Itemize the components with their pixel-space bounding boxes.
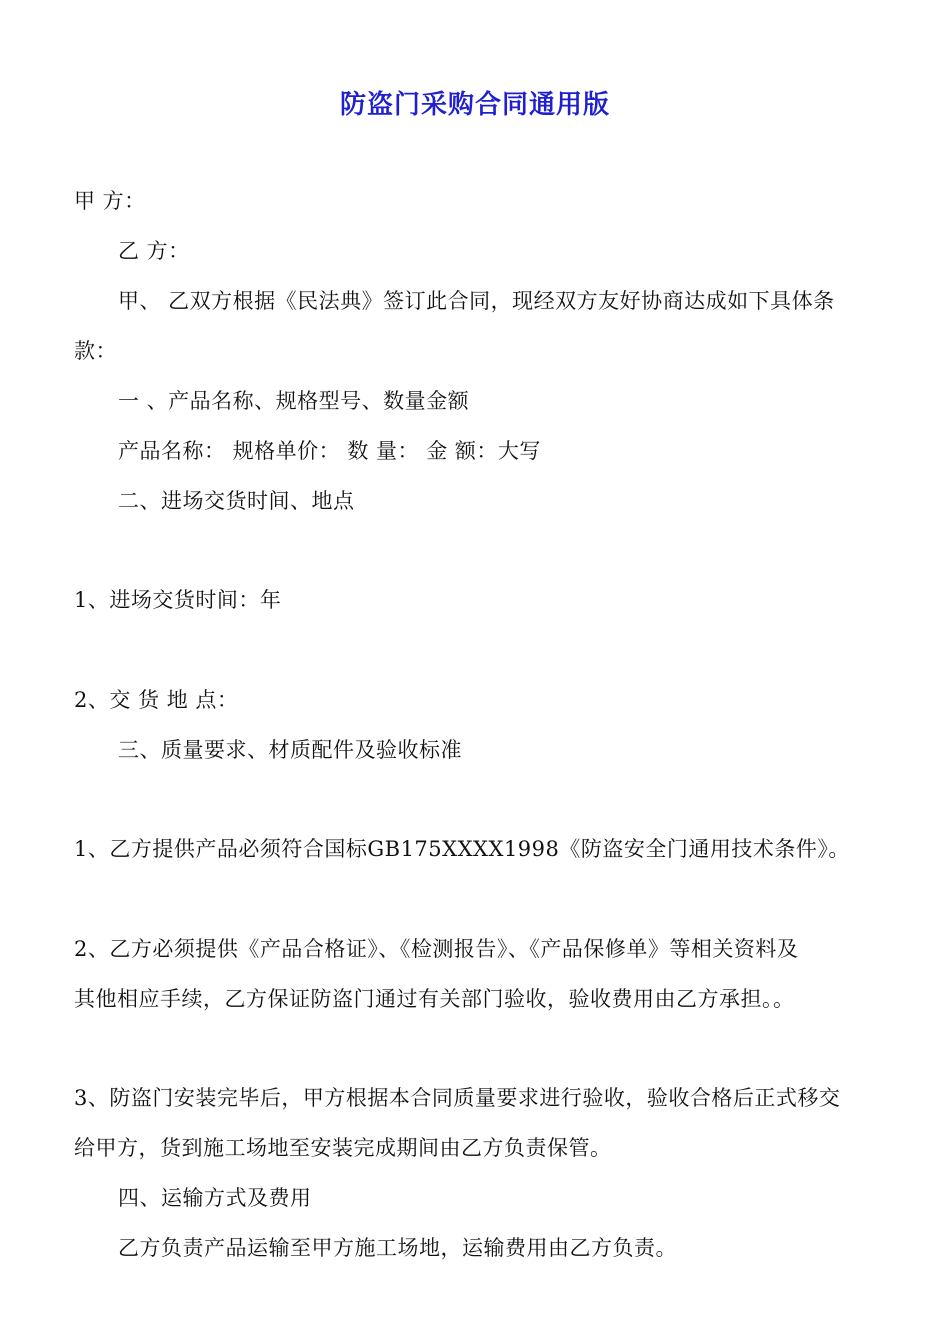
section3-item2-line2: 其他相应手续，乙方保证防盗门通过有关部门验收，验收费用由乙方承担。。 [74, 987, 795, 1011]
document-title: 防盗门采购合同通用版 [339, 90, 610, 120]
section1-fields: 产品名称： 规格单价： 数 量： 金 额：大写 [118, 439, 541, 463]
section3-heading: 三、质量要求、材质配件及验收标准 [118, 738, 462, 762]
party-b-label: 乙 方： [118, 239, 190, 263]
section4-text: 乙方负责产品运输至甲方施工场地，运输费用由乙方负责。 [118, 1236, 677, 1260]
section2-item2: 2、交 货 地 点： [74, 688, 239, 712]
section3-item3-line2: 给甲方，货到施工场地至安装完成期间由乙方负责保管。 [74, 1136, 612, 1160]
party-a-label: 甲 方： [74, 189, 146, 213]
section3-item1: 1、乙方提供产品必须符合国标GB175XXXX1998《防盗安全门通用技术条件》。 [74, 837, 850, 861]
section2-heading: 二、进场交货时间、地点 [118, 489, 355, 513]
section3-item3-line1: 3、防盗门安装完毕后，甲方根据本合同质量要求进行验收，验收合格后正式移交 [74, 1086, 841, 1110]
section4-heading: 四、运输方式及费用 [118, 1186, 312, 1210]
section3-item2-line1: 2、乙方必须提供《产品合格证》、《检测报告》、《产品保修单》等相关资料及 [74, 937, 799, 961]
intro-paragraph-line1: 甲、 乙双方根据《民法典》签订此合同，现经双方友好协商达成如下具体条 [118, 289, 835, 313]
intro-paragraph-line2: 款： [74, 339, 117, 363]
section1-heading: 一 、产品名称、规格型号、数量金额 [118, 389, 470, 413]
section2-item1: 1、进场交货时间：年 [74, 588, 282, 612]
